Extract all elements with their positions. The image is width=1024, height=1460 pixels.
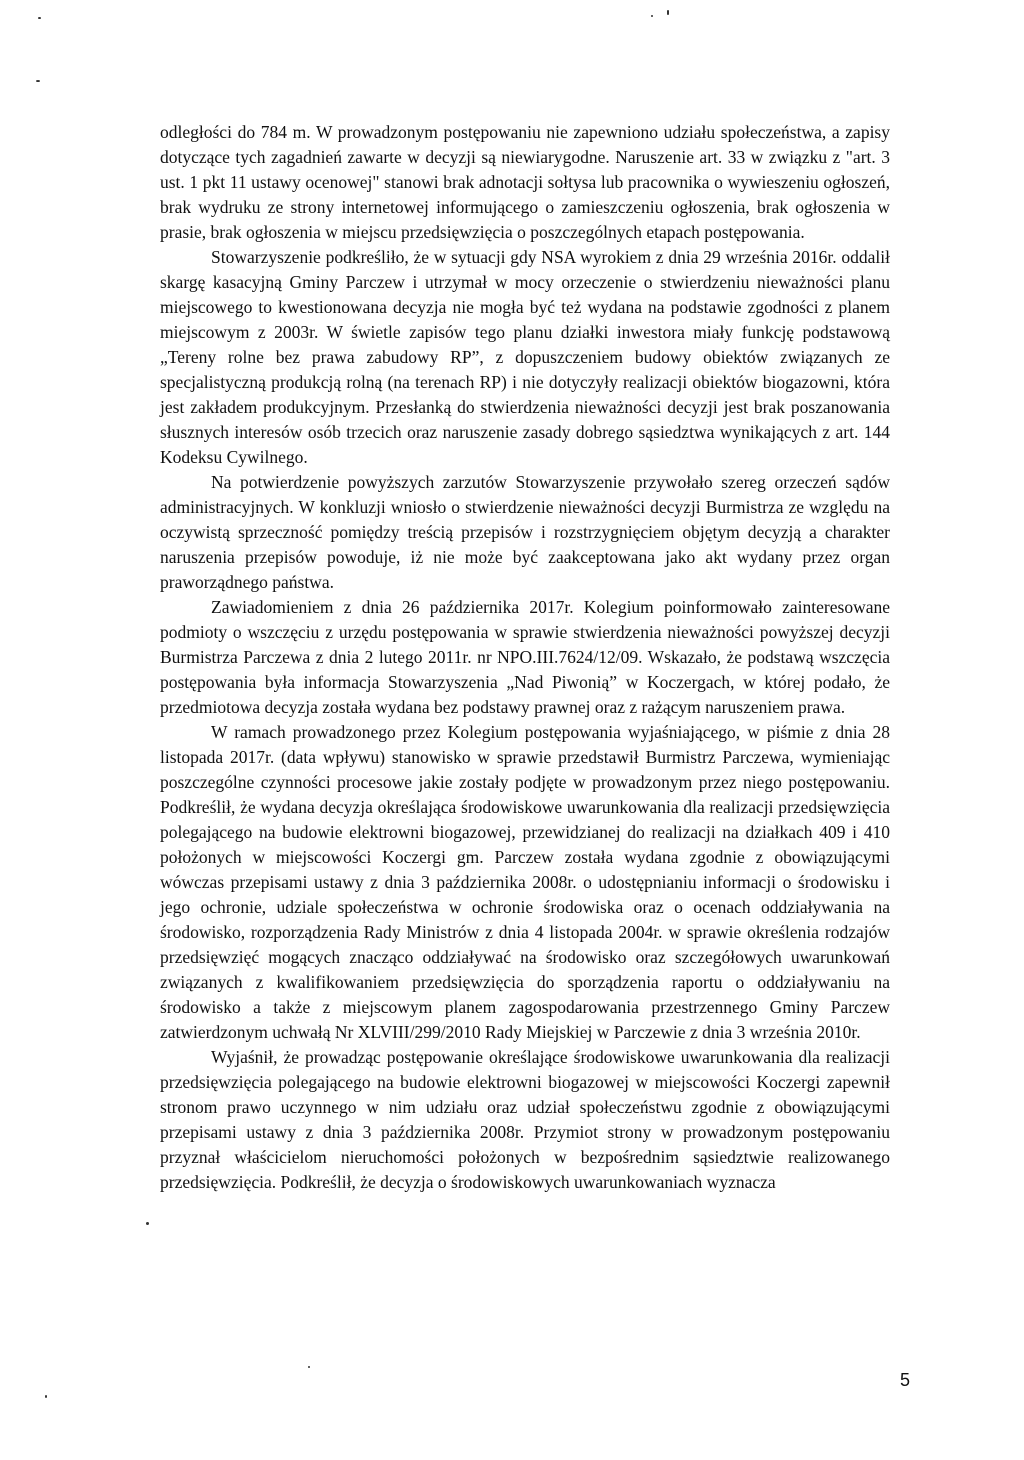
scan-speck	[36, 80, 40, 82]
paragraph-continuation: odległości do 784 m. W prowadzonym postępowaniu nie zapewniono udziału społeczeństwa, a zapisy dotyczące tych zagadnień zawarte w decyzji są niewiarygodne. Naruszenie art. 33 w związku z "art. 3 ust. 1 pkt 11 ustawy ocenowej" stanowi brak adnotacji sołtysa lub pracownika o wywieszeniu ogłoszeń, brak wydruku ze strony internetowej informującego o zamieszczeniu ogłoszenia, brak ogłoszenia w prasie, brak ogłoszenia w miejscu przedsięwzięcia o poszczególnych etapach postępowania.	[160, 122, 890, 242]
scan-speck	[38, 17, 41, 19]
scan-speck	[45, 1395, 47, 1398]
paragraph-explanation: Wyjaśnił, że prowadząc postępowanie określające środowiskowe uwarunkowania dla realizacji przedsięwzięcia polegającego na budowie elektrowni biogazowej w miejscowości Koczergi zapewnił stronom prawo uczynnego w nim udziału oraz udział społeczeństwu zgodnie z obowiązującymi przepisami ustawy z dnia 3 października 2008r. Przymiot strony w prowadzonym postępowaniu przyznał właścicielom nieruchomości położonych w bezpośrednim sąsiedztwie realizowanego przedsięwzięcia. Podkreślił, że decyzja o środowiskowych uwarunkowaniach wyznacza	[160, 1047, 890, 1192]
scan-speck	[667, 10, 669, 15]
scan-speck	[651, 15, 653, 17]
scan-speck	[146, 1222, 149, 1225]
paragraph-case-law: Na potwierdzenie powyższych zarzutów Stowarzyszenie przywołało szereg orzeczeń sądów administracyjnych. W konkluzji wniosło o stwierdzenie nieważności decyzji Burmistrza ze względu na oczywistą sprzeczność pomiędzy treścią przepisów i rozstrzygnięciem objętym decyzją a charakter naruszenia przepisów powoduje, iż nie może być zaakceptowana jako akt wydany przez organ praworządnego państwa.	[160, 472, 890, 592]
scan-speck	[308, 1366, 310, 1368]
paragraph-notification: Zawiadomieniem z dnia 26 października 2017r. Kolegium poinformowało zainteresowane podmioty o wszczęciu z urzędu postępowania w sprawie stwierdzenia nieważności powyższej decyzji Burmistrza Parczewa z dnia 2 lutego 2011r. nr NPO.III.7624/12/09. Wskazało, że podstawą wszczęcia postępowania była informacja Stowarzyszenia „Nad Piwonią” w Koczergach, w której podało, że przedmiotowa decyzja została wydana bez podstawy prawnej oraz z rażącym naruszeniem prawa.	[160, 597, 890, 717]
paragraph-mayor-position: W ramach prowadzonego przez Kolegium postępowania wyjaśniającego, w piśmie z dnia 28 listopada 2017r. (data wpływu) stanowisko w sprawie przedstawił Burmistrz Parczewa, wymieniając poszczególne czynności procesowe jakie zostały podjęte w prowadzonym przez niego postępowaniu. Podkreślił, że wydana decyzja określająca środowiskowe uwarunkowania dla realizacji przedsięwzięcia polegającego na budowie elektrowni biogazowej, przewidzianej do realizacji na działkach 409 i 410 położonych w miejscowości Koczergi gm. Parczew została wydana zgodnie z obowiązującymi wówczas przepisami ustawy z dnia 3 października 2008r. o udostępnianiu informacji o środowisku i jego ochronie, udziale społeczeństwa w ochronie środowiska oraz o ocenach oddziaływania na środowisko, rozporządzenia Rady Ministrów z dnia 4 listopada 2004r. w sprawie określenia rodzajów przedsięwzięć mogących znacząco oddziaływać na środowisko oraz szczegółowych uwarunkowań związanych z kwalifikowaniem przedsięwzięcia do sporządzenia raportu o oddziaływaniu na środowisko a także z miejscowym planem zagospodarowania przestrzennego Gminy Parczew zatwierdzonym uchwałą Nr XLVIII/299/2010 Rady Miejskiej w Parczewie z dnia 3 września 2010r.	[160, 722, 890, 1042]
document-body	[160, 120, 890, 1195]
page-number: 5	[900, 1370, 911, 1390]
paragraph-association-argument: Stowarzyszenie podkreśliło, że w sytuacji gdy NSA wyrokiem z dnia 29 września 2016r. oddalił skargę kasacyjną Gminy Parczew i utrzymał w mocy orzeczenie o stwierdzeniu nieważności planu miejscowego to kwestionowana decyzja nie mogła być też wydana na podstawie zgodności z planem miejscowym z 2003r. W świetle zapisów tego planu działki inwestora miały funkcję podstawową „Tereny rolne bez prawa zabudowy RP”, z dopuszczeniem budowy obiektów związanych ze specjalistyczną produkcją rolną (na terenach RP) i nie dotyczyły realizacji obiektów biogazowni, która jest zakładem produkcyjnym. Przesłanką do stwierdzenia nieważności decyzji jest brak poszanowania słusznych interesów osób trzecich oraz naruszenie zasady dobrego sąsiedztwa wynikających z art. 144 Kodeksu Cywilnego.	[160, 247, 890, 467]
